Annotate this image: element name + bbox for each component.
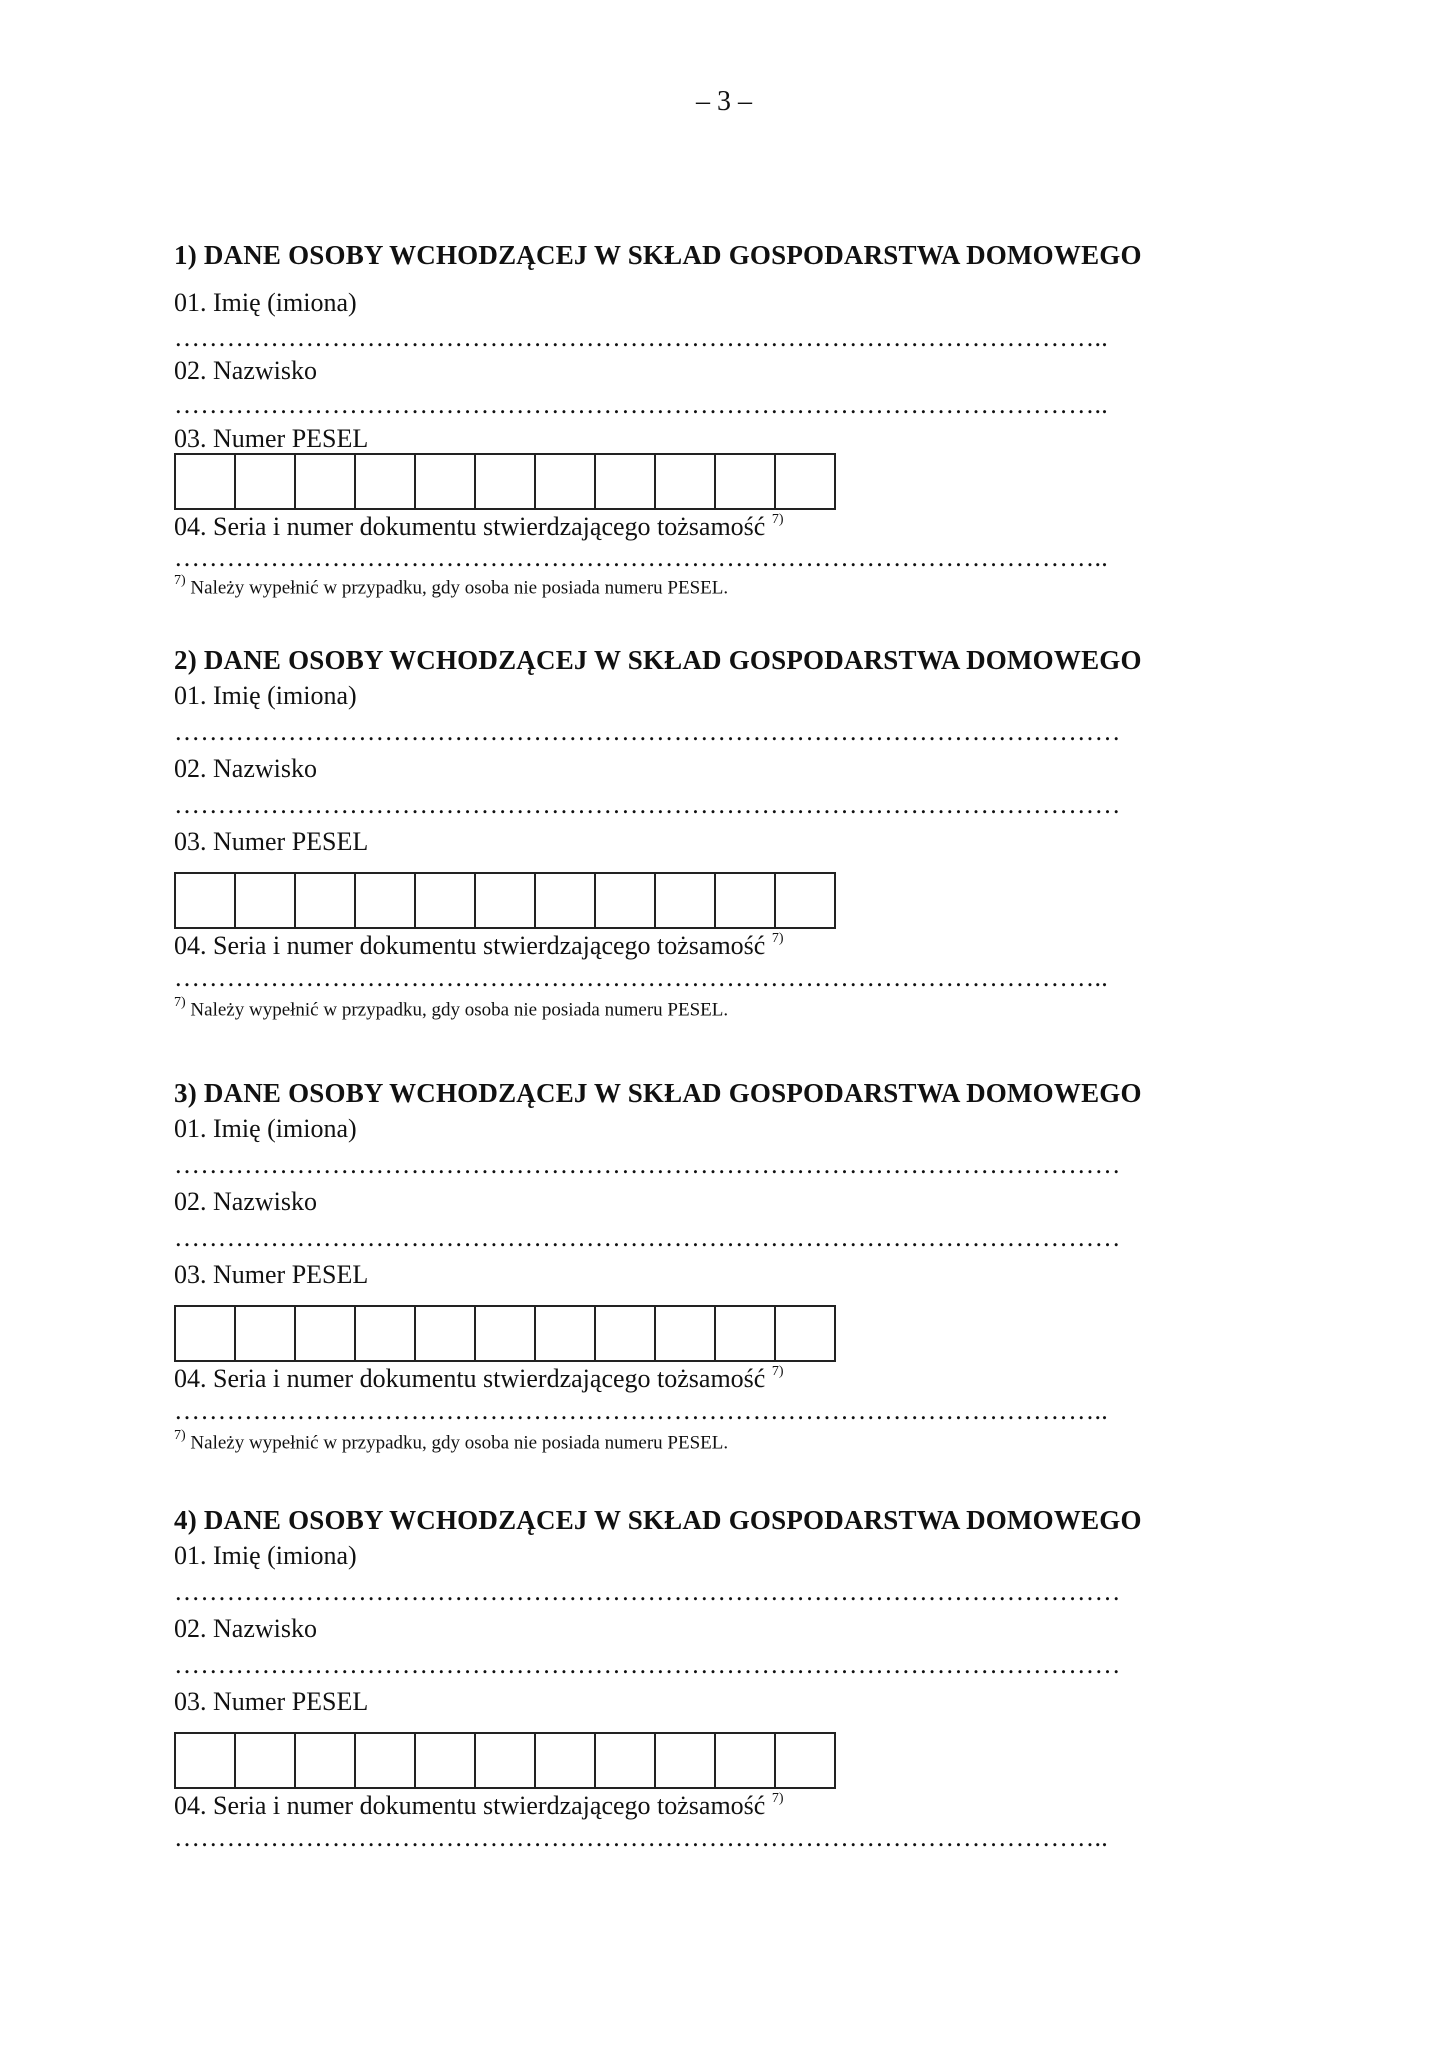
footnote-mark: 7) [771, 1364, 784, 1380]
footnote-mark: 7) [771, 512, 784, 528]
pesel-digit-box[interactable] [716, 1305, 776, 1362]
pesel-digit-box[interactable] [536, 1305, 596, 1362]
pesel-digit-box[interactable] [176, 1305, 236, 1362]
pesel-digit-box[interactable] [596, 453, 656, 510]
page-number: – 3 – [696, 86, 752, 117]
pesel-digit-box[interactable] [296, 1732, 356, 1789]
pesel-digit-box[interactable] [656, 1732, 716, 1789]
pesel-digit-box[interactable] [356, 872, 416, 929]
pesel-digit-box[interactable] [596, 1305, 656, 1362]
pesel-grid [174, 872, 836, 929]
pesel-digit-box[interactable] [296, 453, 356, 510]
pesel-digit-box[interactable] [356, 1732, 416, 1789]
footnote-text: Należy wypełnić w przypadku, gdy osoba nie posiada numeru PESEL. [190, 1432, 729, 1454]
pesel-grid [174, 453, 836, 510]
footnote [174, 997, 728, 1021]
document-label-text: 04. Seria i numer dokumentu stwierdzającego tożsamość [174, 512, 766, 541]
footnote-mark: 7) [174, 573, 186, 588]
document-number-field[interactable]: …………………………………………………………………………………………….. [174, 543, 1109, 572]
pesel-digit-box[interactable] [596, 872, 656, 929]
pesel-digit-box[interactable] [656, 1305, 716, 1362]
first-name-label: 01. Imię (imiona) [174, 1114, 357, 1143]
first-name-label: 01. Imię (imiona) [174, 681, 357, 710]
pesel-digit-box[interactable] [536, 453, 596, 510]
footnote-mark: 7) [771, 1791, 784, 1807]
last-name-field[interactable]: ……………………………………………………………………………………………… [174, 1223, 1121, 1252]
section-title: 2) DANE OSOBY WCHODZĄCEJ W SKŁAD GOSPODARSTWA DOMOWEGO [174, 645, 1142, 675]
pesel-digit-box[interactable] [236, 453, 296, 510]
pesel-digit-box[interactable] [176, 1732, 236, 1789]
pesel-digit-box[interactable] [356, 453, 416, 510]
pesel-digit-box[interactable] [416, 872, 476, 929]
footnote-mark: 7) [174, 1428, 186, 1443]
pesel-digit-box[interactable] [716, 1732, 776, 1789]
footnote-text: Należy wypełnić w przypadku, gdy osoba nie posiada numeru PESEL. [190, 577, 729, 599]
footnote [174, 1430, 728, 1454]
pesel-digit-box[interactable] [536, 872, 596, 929]
pesel-grid [174, 1305, 836, 1362]
pesel-digit-box[interactable] [776, 1732, 836, 1789]
section-title: 3) DANE OSOBY WCHODZĄCEJ W SKŁAD GOSPODARSTWA DOMOWEGO [174, 1078, 1142, 1108]
pesel-digit-box[interactable] [296, 1305, 356, 1362]
last-name-field[interactable]: ……………………………………………………………………………………………… [174, 1650, 1121, 1679]
document-label [174, 1791, 784, 1821]
document-number-field[interactable]: …………………………………………………………………………………………….. [174, 963, 1109, 992]
footnote [174, 575, 728, 599]
document-number-field[interactable]: …………………………………………………………………………………………….. [174, 1396, 1109, 1425]
pesel-digit-box[interactable] [776, 1305, 836, 1362]
document-label-text: 04. Seria i numer dokumentu stwierdzającego tożsamość [174, 931, 766, 960]
pesel-label: 03. Numer PESEL [174, 1687, 369, 1716]
pesel-digit-box[interactable] [476, 872, 536, 929]
document-label [174, 931, 784, 961]
document-label-text: 04. Seria i numer dokumentu stwierdzającego tożsamość [174, 1364, 766, 1393]
last-name-field[interactable]: …………………………………………………………………………………………….. [174, 390, 1109, 419]
section-title: 4) DANE OSOBY WCHODZĄCEJ W SKŁAD GOSPODARSTWA DOMOWEGO [174, 1505, 1142, 1535]
first-name-field[interactable]: ……………………………………………………………………………………………… [174, 1150, 1121, 1179]
pesel-digit-box[interactable] [176, 872, 236, 929]
pesel-digit-box[interactable] [776, 453, 836, 510]
footnote-mark: 7) [174, 995, 186, 1010]
pesel-digit-box[interactable] [536, 1732, 596, 1789]
pesel-label: 03. Numer PESEL [174, 424, 369, 453]
section-title: 1) DANE OSOBY WCHODZĄCEJ W SKŁAD GOSPODARSTWA DOMOWEGO [174, 240, 1142, 270]
last-name-label: 02. Nazwisko [174, 356, 317, 385]
first-name-field[interactable]: ……………………………………………………………………………………………… [174, 717, 1121, 746]
pesel-digit-box[interactable] [236, 1305, 296, 1362]
pesel-label: 03. Numer PESEL [174, 1260, 369, 1289]
pesel-digit-box[interactable] [416, 1732, 476, 1789]
pesel-digit-box[interactable] [416, 1305, 476, 1362]
first-name-field[interactable]: ……………………………………………………………………………………………… [174, 1577, 1121, 1606]
pesel-label: 03. Numer PESEL [174, 827, 369, 856]
last-name-label: 02. Nazwisko [174, 1187, 317, 1216]
pesel-grid [174, 1732, 836, 1789]
pesel-digit-box[interactable] [416, 453, 476, 510]
pesel-digit-box[interactable] [776, 872, 836, 929]
pesel-digit-box[interactable] [656, 453, 716, 510]
footnote-text: Należy wypełnić w przypadku, gdy osoba nie posiada numeru PESEL. [190, 999, 729, 1021]
pesel-digit-box[interactable] [296, 872, 356, 929]
first-name-field[interactable]: …………………………………………………………………………………………….. [174, 323, 1109, 352]
footnote-mark: 7) [771, 931, 784, 947]
document-label [174, 512, 784, 542]
pesel-digit-box[interactable] [176, 453, 236, 510]
pesel-digit-box[interactable] [596, 1732, 656, 1789]
pesel-digit-box[interactable] [716, 453, 776, 510]
pesel-digit-box[interactable] [716, 872, 776, 929]
last-name-field[interactable]: ……………………………………………………………………………………………… [174, 790, 1121, 819]
first-name-label: 01. Imię (imiona) [174, 1541, 357, 1570]
first-name-label: 01. Imię (imiona) [174, 288, 357, 317]
pesel-digit-box[interactable] [476, 1732, 536, 1789]
pesel-digit-box[interactable] [656, 872, 716, 929]
document-label [174, 1364, 784, 1394]
pesel-digit-box[interactable] [236, 1732, 296, 1789]
document-label-text: 04. Seria i numer dokumentu stwierdzającego tożsamość [174, 1791, 766, 1820]
last-name-label: 02. Nazwisko [174, 1614, 317, 1643]
pesel-digit-box[interactable] [476, 453, 536, 510]
document-number-field[interactable]: …………………………………………………………………………………………….. [174, 1823, 1109, 1852]
pesel-digit-box[interactable] [356, 1305, 416, 1362]
pesel-digit-box[interactable] [236, 872, 296, 929]
pesel-digit-box[interactable] [476, 1305, 536, 1362]
last-name-label: 02. Nazwisko [174, 754, 317, 783]
